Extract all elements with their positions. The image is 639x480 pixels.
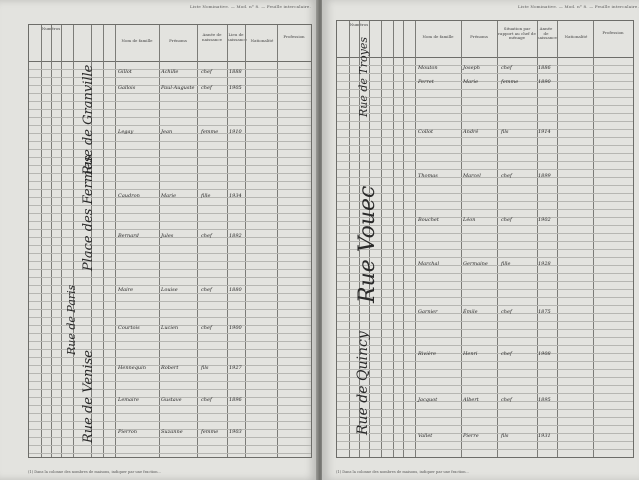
- right-entry-2-name: Perret: [418, 79, 434, 85]
- left-entry-2-name: Gallois: [118, 85, 136, 91]
- ruled-line: [29, 221, 311, 222]
- ruled-line: [29, 93, 311, 94]
- right-col-prenoms: Prénoms: [470, 34, 488, 39]
- ruled-line: [29, 181, 311, 182]
- ruled-line: [337, 401, 633, 402]
- left-entry-7-year: 1900: [229, 325, 242, 331]
- left-footer-note: (1) Dans la colonne des nombres de maisons, indiquer par une fraction...: [28, 470, 161, 474]
- left-street-2: Place des Fermes: [81, 155, 96, 271]
- right-entry-9-name: Jacquot: [418, 397, 438, 403]
- left-street-4: Rue de Venise: [81, 350, 96, 443]
- left-entry-5-rel: chef: [201, 233, 212, 239]
- left-entry-7-rel: chef: [201, 325, 212, 331]
- right-entry-5-name: Bouchet: [418, 217, 439, 223]
- right-entry-6-year: 1928: [538, 261, 551, 267]
- ruled-line: [337, 233, 633, 234]
- ruled-line: [29, 157, 311, 158]
- left-entry-2-year: 1905: [229, 85, 242, 91]
- right-entry-9-year: 1895: [538, 397, 551, 403]
- right-entry-6-first: Germaine: [463, 261, 488, 267]
- left-entry-9-first: Gustave: [161, 397, 182, 403]
- right-col-profession: Profession: [602, 30, 624, 35]
- ruled-line: [29, 453, 311, 454]
- right-entry-1-name: Mouton: [418, 65, 438, 71]
- ruled-line: [337, 313, 633, 314]
- left-col-annee: Année de naissance: [202, 32, 222, 42]
- right-entry-9-first: Albert: [463, 397, 479, 403]
- right-entry-5-rel: chef: [501, 217, 512, 223]
- ruled-line: [29, 117, 311, 118]
- ruled-line: [29, 253, 311, 254]
- left-entry-3-year: 1910: [229, 129, 242, 135]
- ruled-line: [337, 185, 633, 186]
- ruled-line: [337, 209, 633, 210]
- right-entry-4-name: Thomas: [418, 173, 438, 179]
- left-col-lieu: Lieu de naissance: [227, 32, 247, 42]
- ruled-line: [29, 421, 311, 422]
- left-col-nom: Nom de famille: [121, 38, 153, 43]
- right-col-nationalite: Nationalité: [564, 34, 588, 39]
- left-entry-9-year: 1896: [229, 397, 242, 403]
- ruled-line: [337, 257, 633, 258]
- ruled-line: [337, 81, 633, 82]
- left-col-nationalite: Nationalité: [250, 38, 274, 43]
- ruled-line: [29, 405, 311, 406]
- left-entry-4-rel: fille: [201, 193, 211, 199]
- left-entry-2-first: Paul-Auguste: [161, 85, 195, 91]
- ruled-line: [337, 449, 633, 450]
- right-entry-2-first: Marie: [463, 79, 479, 85]
- ruled-line: [337, 129, 633, 130]
- right-entry-6-name: Marchal: [418, 261, 440, 267]
- right-entry-8-year: 1908: [538, 351, 551, 357]
- right-entry-7-rel: chef: [501, 309, 512, 315]
- left-entry-9-name: Lemaire: [118, 397, 139, 403]
- left-entry-10-year: 1903: [229, 429, 242, 435]
- right-entry-4-first: Marcel: [463, 173, 481, 179]
- ruled-line: [337, 145, 633, 146]
- right-entry-3-year: 1914: [538, 129, 551, 135]
- right-entry-1-rel: chef: [501, 65, 512, 71]
- ruled-line: [29, 229, 311, 230]
- ruled-line: [29, 149, 311, 150]
- ruled-line: [337, 297, 633, 298]
- ruled-line: [337, 105, 633, 106]
- left-col-prenoms: Prénoms: [169, 38, 187, 43]
- ruled-line: [337, 345, 633, 346]
- left-entry-3-first: Jean: [161, 129, 173, 135]
- right-entry-8-first: Henri: [463, 351, 478, 357]
- left-entry-2-rel: chef: [201, 85, 212, 91]
- left-entry-8-rel: fils: [201, 365, 209, 371]
- ruled-line: [337, 393, 633, 394]
- right-col-situation: Situation par rapport au chef de ménage: [498, 26, 536, 40]
- right-entry-10-first: Pierre: [463, 433, 479, 439]
- ruled-line: [29, 277, 311, 278]
- right-col-numeros: Numéros: [349, 22, 369, 27]
- right-footer-note: (1) Dans la colonne des nombres de maisons, indiquer par une fraction...: [336, 470, 469, 474]
- right-entry-7-name: Garnier: [418, 309, 438, 315]
- ruled-line: [29, 189, 311, 190]
- ruled-line: [337, 217, 633, 218]
- right-entry-3-first: André: [463, 129, 479, 135]
- ruled-line: [337, 425, 633, 426]
- ruled-line: [29, 413, 311, 414]
- ruled-line: [337, 121, 633, 122]
- ruled-line: [29, 101, 311, 102]
- left-page: [0, 0, 318, 480]
- left-street-3: Rue de Paris: [65, 284, 78, 355]
- right-entry-10-name: Vallet: [418, 433, 433, 439]
- right-entry-6-rel: fille: [501, 261, 511, 267]
- right-street-3: Rue de Quincy: [355, 331, 371, 435]
- right-entry-4-year: 1899: [538, 173, 551, 179]
- left-entry-1-name: Gillot: [118, 69, 132, 75]
- right-col-annee: Année de naissance: [537, 26, 557, 40]
- ruled-line: [337, 385, 633, 386]
- ruled-line: [29, 245, 311, 246]
- ruled-line: [29, 437, 311, 438]
- right-entry-10-rel: fils: [501, 433, 509, 439]
- right-entry-1-first: Joseph: [463, 65, 480, 71]
- left-entry-4-year: 1934: [229, 193, 242, 199]
- left-census-table: [28, 24, 312, 458]
- ruled-line: [29, 213, 311, 214]
- ruled-line: [29, 173, 311, 174]
- ruled-line: [337, 337, 633, 338]
- ruled-line: [29, 205, 311, 206]
- left-entry-5-year: 1892: [229, 233, 242, 239]
- left-entry-6-year: 1880: [229, 287, 242, 293]
- right-col-nom: Nom de famille: [422, 34, 454, 39]
- left-entry-6-first: Louise: [161, 287, 178, 293]
- left-entry-1-year: 1888: [229, 69, 242, 75]
- ruled-line: [337, 305, 633, 306]
- right-entry-2-rel: femme: [501, 79, 519, 85]
- left-entry-6-rel: chef: [201, 287, 212, 293]
- left-entry-4-name: Caudron: [118, 193, 140, 199]
- ruled-line: [337, 369, 633, 370]
- right-entry-7-first: Émile: [463, 309, 478, 315]
- ruled-line: [29, 373, 311, 374]
- left-entry-7-name: Courtois: [118, 325, 140, 331]
- ruled-line: [337, 177, 633, 178]
- left-entry-10-rel: femme: [201, 429, 219, 435]
- left-table-header: [29, 25, 311, 62]
- left-entry-5-first: Jules: [161, 233, 174, 239]
- left-street-1: Rue de Granville: [81, 64, 96, 175]
- left-col-numeros: Numéros: [41, 26, 61, 31]
- left-entry-8-first: Robert: [161, 365, 179, 371]
- right-entry-2-year: 1890: [538, 79, 551, 85]
- ruled-line: [337, 329, 633, 330]
- left-entry-1-first: Achille: [161, 69, 179, 75]
- right-entry-10-year: 1931: [538, 433, 551, 439]
- ruled-line: [337, 273, 633, 274]
- right-entry-9-rel: chef: [501, 397, 512, 403]
- right-page: [322, 0, 639, 480]
- left-entry-4-first: Marie: [161, 193, 177, 199]
- left-entry-9-rel: chef: [201, 397, 212, 403]
- ruled-line: [29, 261, 311, 262]
- ruled-line: [337, 169, 633, 170]
- ruled-line: [337, 433, 633, 434]
- left-col-profession: Profession: [283, 34, 305, 39]
- ruled-line: [29, 389, 311, 390]
- ruled-line: [337, 321, 633, 322]
- ruled-line: [337, 201, 633, 202]
- ruled-line: [29, 381, 311, 382]
- right-street-2: Rue Vouec: [355, 185, 380, 303]
- ruled-line: [337, 289, 633, 290]
- right-entry-4-rel: chef: [501, 173, 512, 179]
- left-entry-3-rel: femme: [201, 129, 219, 135]
- ruled-line: [29, 109, 311, 110]
- ruled-line: [337, 193, 633, 194]
- ruled-line: [337, 113, 633, 114]
- right-census-table: [336, 20, 634, 458]
- ruled-line: [29, 357, 311, 358]
- left-entry-10-first: Suzanne: [161, 429, 183, 435]
- right-entry-7-year: 1875: [538, 309, 551, 315]
- ruled-line: [29, 269, 311, 270]
- left-entry-7-first: Lucien: [161, 325, 179, 331]
- ruled-line: [337, 417, 633, 418]
- right-street-1: Rue de Troyes: [357, 36, 370, 117]
- ruled-line: [29, 77, 311, 78]
- ruled-line: [337, 89, 633, 90]
- right-running-header: Liste Nominative. — Mod. n° 8. — Feuille intercalaire.: [518, 4, 639, 9]
- ruled-line: [337, 161, 633, 162]
- right-entry-1-year: 1886: [538, 65, 551, 71]
- ruled-line: [337, 137, 633, 138]
- ruled-line: [29, 125, 311, 126]
- ruled-line: [337, 65, 633, 66]
- ruled-line: [337, 241, 633, 242]
- ruled-line: [337, 353, 633, 354]
- ruled-line: [337, 281, 633, 282]
- ruled-line: [337, 153, 633, 154]
- ruled-line: [337, 361, 633, 362]
- ruled-line: [29, 141, 311, 142]
- left-entry-5-name: Bernard: [118, 233, 139, 239]
- left-running-header: Liste Nominative. — Mod. n° 8. — Feuille intercalaire.: [190, 4, 311, 9]
- ruled-line: [337, 441, 633, 442]
- ruled-line: [337, 73, 633, 74]
- right-entry-8-name: Rivière: [418, 351, 437, 357]
- ruled-line: [337, 97, 633, 98]
- ruled-line: [337, 409, 633, 410]
- right-entry-5-year: 1902: [538, 217, 551, 223]
- left-entry-8-name: Hennequin: [118, 365, 146, 371]
- left-entry-6-name: Maire: [118, 287, 134, 293]
- left-entry-10-name: Pierron: [118, 429, 137, 435]
- left-entry-8-year: 1927: [229, 365, 242, 371]
- ruled-line: [337, 225, 633, 226]
- ruled-line: [337, 377, 633, 378]
- left-entry-3-name: Legay: [118, 129, 134, 135]
- ruled-line: [29, 165, 311, 166]
- right-entry-5-first: Léon: [463, 217, 476, 223]
- left-entry-1-rel: chef: [201, 69, 212, 75]
- right-entry-3-name: Collot: [418, 129, 434, 135]
- ruled-line: [29, 445, 311, 446]
- right-entry-8-rel: chef: [501, 351, 512, 357]
- right-entry-3-rel: fils: [501, 129, 509, 135]
- ruled-line: [337, 249, 633, 250]
